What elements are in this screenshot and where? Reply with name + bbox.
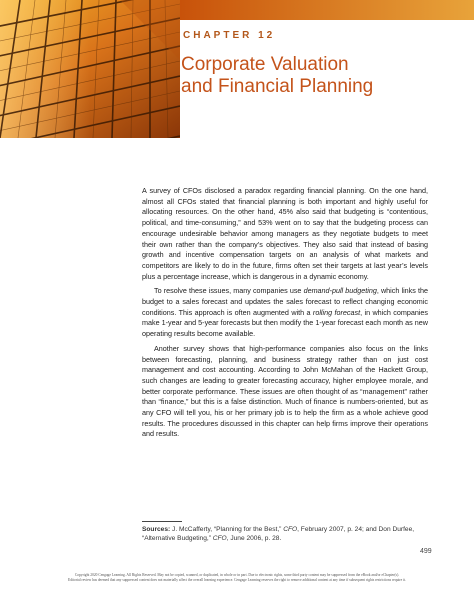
term-rolling-forecast: rolling forecast bbox=[312, 307, 361, 317]
building-facade-illustration bbox=[0, 0, 180, 138]
chapter-title bbox=[181, 54, 461, 98]
paragraph-2 bbox=[142, 286, 428, 340]
copyright-line-1: Copyright 2020 Cengage Learning. All Rights Reserved. May not be copied, scanned, or duplicated, in whole or in part. Due to electronic rights, some third party content may be suppressed from the eBook and/or eChapter(s). bbox=[74, 573, 400, 577]
sources-cfo-2: CFO bbox=[212, 535, 227, 543]
chapter-intro-text bbox=[142, 186, 428, 440]
chapter-title-line-2: and Financial Planning bbox=[181, 76, 374, 97]
chapter-label: CHAPTER 12 bbox=[183, 30, 276, 41]
chapter-title-line-1: Corporate Valuation bbox=[181, 54, 349, 75]
sources-note bbox=[142, 525, 432, 543]
header-color-band bbox=[180, 0, 474, 20]
paragraph-3: Another survey shows that high-performance companies also focus on the links between forecasting, planning, and business strategy rather than on just cost management and cost accounting. According to John McMahan of the Hackett Group, such changes are leading to greater forecasting accuracy, higher employee morale, and better corporate performance. These issues are often thought of as “management” rather than “finance,” but this is a false distinction. Much of finance is numbers-oriented, but as any CFO will tell you, his or her primary job is to help the firm as a whole achieve good results. The procedures discussed in this chapter can help firms improve their operations and results. bbox=[142, 343, 428, 439]
paragraph-2-part-c: , in which companies make 1-year and 5-year forecasts but then modify the 1-year forecast each month as new operating results become available. bbox=[142, 307, 429, 339]
copyright-notice bbox=[14, 573, 460, 583]
sources-label: Sources: bbox=[142, 526, 171, 533]
paragraph-2-part-a: To resolve these issues, many companies use bbox=[154, 286, 304, 296]
paragraph-2-part-b: , which links the budget to a sales forecast and updates the sales forecast to reflect changing economic conditions. This approach is often augmented with a bbox=[142, 286, 428, 317]
sources-text-b: , February 2007, p. 24; and Don Durfee, “Alternative Budgeting,” bbox=[142, 526, 415, 543]
term-demand-pull-budgeting: demand-pull budgeting bbox=[303, 286, 377, 296]
page-number: 499 bbox=[420, 548, 432, 555]
copyright-line-2: Editorial review has deemed that any suppressed content does not materially affect the overall learning experience. Cengage Learning reserves the right to remove additional content at any time if subsequent rights restrictions require it. bbox=[68, 578, 406, 582]
paragraph-1: A survey of CFOs disclosed a paradox regarding financial planning. On the one hand, almost all CFOs stated that financial planning is both important and highly useful for allocating resources. On the other hand, 45% also said that budgeting is “contentious, political, and time-consuming,” and 53% went on to say that the budgeting process can encourage undesirable behavior among managers as they negotiate budgets to meet their own rather than the company’s objectives. They also said that instead of basing growth and incentive compensation targets on an analysis of what markets and competitors are likely to do in the future, firms often set their targets at last year’s levels plus a percentage increase, which is dangerous in a dynamic economy. bbox=[142, 186, 428, 281]
sources-text-c: , June 2006, p. 28. bbox=[226, 535, 282, 543]
chapter-header-image bbox=[0, 0, 180, 138]
sources-divider bbox=[142, 521, 182, 522]
sources-text-a: J. McCafferty, “Planning for the Best,” bbox=[170, 526, 284, 533]
sources-cfo-1: CFO bbox=[283, 526, 298, 533]
